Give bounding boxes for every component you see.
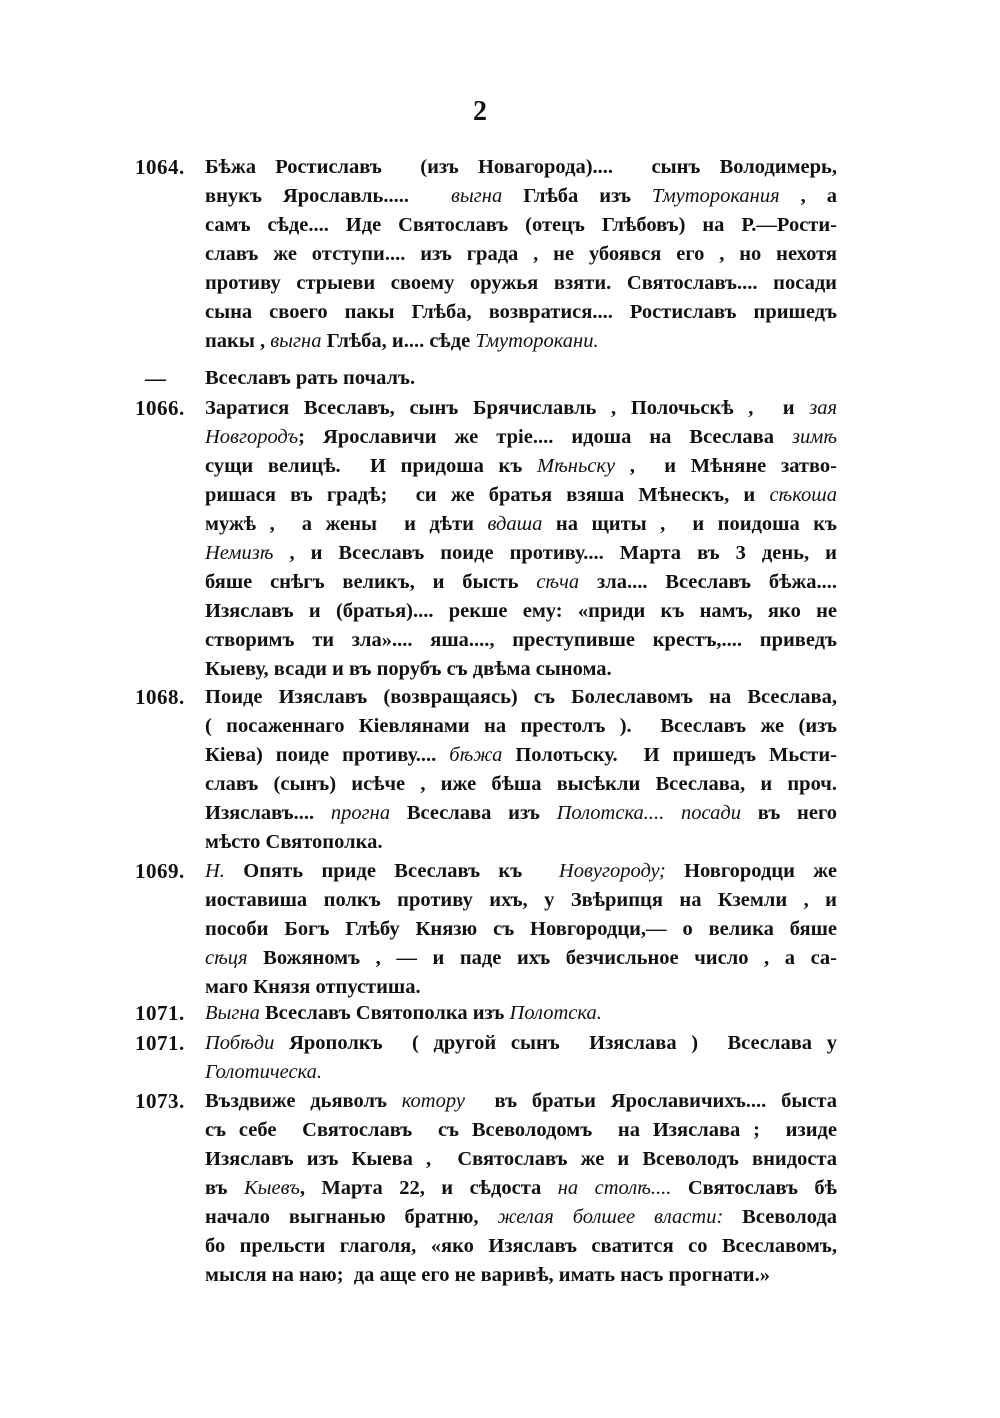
text-segment: пакы , — [205, 330, 271, 352]
text-line — [205, 944, 837, 973]
text-segment: Глѣба, и.... сѣде — [321, 330, 476, 352]
italic-text: желая болшее власти: — [497, 1206, 724, 1228]
text-segment: Изяславъ изъ Кыева , Святославъ же и Всеволодъ внидоста — [205, 1148, 837, 1170]
text-line — [205, 1145, 837, 1174]
entry-year: 1071. — [135, 1001, 185, 1025]
text-segment: Изяславъ и (братья).... рекше ему: «приди къ намъ, яко не — [205, 600, 837, 622]
text-segment: Кыеву, всади и въ порубъ съ двѣма сынома. — [205, 658, 612, 680]
italic-text: выгна — [451, 185, 503, 207]
text-segment: сущи велицѣ. И придоша къ — [205, 455, 538, 477]
italic-text: зая — [809, 397, 837, 419]
text-segment: сына своего пакы Глѣба, возвратися.... Ростиславъ пришедъ — [205, 301, 837, 323]
italic-text: Н. — [205, 860, 225, 882]
italic-text: Выгна — [205, 1002, 260, 1024]
text-line — [205, 741, 837, 770]
text-segment: Заратися Всеславъ, сынъ Брячиславль , Полочьскѣ , и — [205, 397, 810, 419]
text-segment: на щиты , и поидоша къ — [542, 513, 837, 535]
text-line — [205, 1087, 837, 1116]
text-segment: въ братьи Ярославичихъ.... быста — [464, 1090, 837, 1112]
text-line — [205, 510, 837, 539]
text-segment: мужѣ , а жены и дѣти — [205, 513, 488, 535]
text-segment: Полотьску. И пришедъ Мьсти- — [502, 744, 837, 766]
entry-text — [205, 1087, 837, 1290]
text-segment: Вожяномъ , — и паде ихъ безчисльное число , а са- — [247, 947, 837, 969]
text-line — [205, 886, 837, 915]
entry-year: 1064. — [135, 155, 185, 179]
text-segment: ришася въ градѣ; си же братья взяша Мѣнескъ, и — [205, 484, 770, 506]
text-segment: Бѣжа Ростиславъ (изъ Новагорода).... сынъ Володимерь, — [205, 156, 837, 178]
text-segment: , а — [779, 185, 838, 207]
entry-year: 1071. — [135, 1031, 185, 1055]
text-segment: зла.... Всеславъ бѣжа.... — [579, 571, 838, 593]
text-segment: внукъ Ярославль..... — [205, 185, 451, 207]
text-segment: славъ же отступи.... изъ града , не убоявся его , но нехотя — [205, 243, 837, 265]
italic-text: Мѣньску — [537, 455, 616, 477]
text-segment: начало выгнанью братню, — [205, 1206, 498, 1228]
text-segment: въ него — [741, 802, 837, 824]
text-segment: , и Всеславъ поиде противу.... Марта въ 3 день, и — [273, 542, 837, 564]
text-line — [205, 915, 837, 944]
italic-text: Побѣди — [205, 1032, 275, 1054]
text-line — [205, 973, 837, 1002]
italic-text: вдаша — [487, 513, 543, 535]
italic-text: Новугороду; — [558, 860, 666, 882]
text-segment: ; Ярославичи же тріе.... идоша на Всеслава — [298, 426, 792, 448]
text-segment: мысля на наю; да аще его не варивѣ, имать насъ прогнати.» — [205, 1264, 770, 1286]
text-segment: ( посаженнаго Кіевлянами на престолъ ). Всеславъ же (изъ — [205, 715, 837, 737]
text-segment: Въздвиже дьяволъ — [205, 1090, 402, 1112]
entry-year: 1073. — [135, 1089, 185, 1113]
text-segment: бяше снѣгъ великъ, и бысть — [205, 571, 537, 593]
text-segment: Кіева) поиде противу.... — [205, 744, 450, 766]
italic-text: Тмуторокани. — [475, 330, 599, 352]
chronicle-entry — [135, 153, 837, 356]
italic-text: Немизѣ — [205, 542, 274, 564]
text-segment: Святославъ бѣ — [671, 1177, 837, 1199]
italic-text: Голотическа. — [205, 1061, 322, 1083]
text-segment: Изяславъ.... — [205, 802, 331, 824]
text-segment: съ себе Святославъ съ Всеволодомъ на Изяслава ; изиде — [205, 1119, 837, 1141]
text-segment: Новгородци же — [665, 860, 837, 882]
entry-text — [205, 857, 837, 1002]
text-line — [205, 1232, 837, 1261]
text-line — [205, 857, 837, 886]
text-segment: маго Князя отпустиша. — [205, 976, 421, 998]
text-line — [205, 269, 837, 298]
text-segment: Поиде Изяславъ (возвращаясь) съ Болеславомъ на Всеслава, — [205, 686, 837, 708]
entry-text — [205, 1029, 837, 1087]
text-line — [205, 828, 837, 857]
italic-text: Новгородъ — [205, 426, 299, 448]
text-segment: Всеслава изъ — [390, 802, 557, 824]
text-segment: , Марта 22, и сѣдоста — [299, 1177, 558, 1199]
text-line — [205, 327, 837, 356]
text-line — [205, 1116, 837, 1145]
italic-text: сѣця — [205, 947, 248, 969]
text-segment: , и Мѣняне затво- — [615, 455, 838, 477]
text-segment: иоставиша полкъ противу ихъ, у Звѣрипця на Кземли , и — [205, 889, 837, 911]
text-line — [205, 626, 837, 655]
text-line — [205, 1203, 837, 1232]
text-segment: противу стрыеви своему оружья взяти. Святославъ.... посади — [205, 272, 837, 294]
page-number: 2 — [473, 96, 487, 127]
italic-text: посади — [681, 802, 741, 824]
entry-text — [205, 683, 837, 857]
text-line — [205, 211, 837, 240]
chronicle-entry — [135, 364, 837, 393]
italic-text: выгна — [270, 330, 322, 352]
entry-text — [205, 999, 837, 1028]
text-line — [205, 712, 837, 741]
text-line — [205, 1058, 837, 1087]
italic-text: зимѣ — [791, 426, 837, 448]
italic-text: бѣжа — [449, 744, 503, 766]
text-line — [205, 298, 837, 327]
text-segment: славъ (сынъ) исѣче , иже бѣша высѣкли Всеслава, и проч. — [205, 773, 837, 795]
text-segment: Всеславъ рать почалъ. — [205, 367, 416, 389]
text-line — [205, 799, 837, 828]
text-segment — [664, 802, 681, 824]
chronicle-entry — [135, 1087, 837, 1290]
text-line — [205, 597, 837, 626]
text-line — [205, 683, 837, 712]
italic-text: Кыевъ — [243, 1177, 300, 1199]
chronicle-entry — [135, 857, 837, 1002]
text-line — [205, 394, 837, 423]
entry-text — [205, 394, 837, 684]
text-line — [205, 655, 837, 684]
text-segment: Глѣба изъ — [502, 185, 652, 207]
text-line — [205, 568, 837, 597]
text-line — [205, 1029, 837, 1058]
italic-text: Полотска.... — [556, 802, 665, 824]
entry-year: 1066. — [135, 396, 185, 420]
italic-text: сѣча — [536, 571, 580, 593]
entry-year: 1069. — [135, 859, 185, 883]
entry-text — [205, 364, 837, 393]
text-line — [205, 481, 837, 510]
chronicle-entry — [135, 683, 837, 857]
text-segment: створимъ ти зла».... яша...., преступивше крестъ,.... приведъ — [205, 629, 837, 651]
text-line — [205, 539, 837, 568]
text-line — [205, 182, 837, 211]
italic-text: прогна — [330, 802, 391, 824]
italic-text: сѣкоша — [769, 484, 837, 506]
text-segment: Опять приде Всеславъ къ — [224, 860, 559, 882]
chronicle-entry — [135, 1029, 837, 1087]
entry-year: — — [145, 366, 167, 390]
italic-text: Полотска. — [509, 1002, 602, 1024]
text-line — [205, 240, 837, 269]
entry-year: 1068. — [135, 685, 185, 709]
text-segment: въ — [205, 1177, 244, 1199]
text-line — [205, 999, 837, 1028]
text-segment: Всеславъ Святополка изъ — [259, 1002, 510, 1024]
text-segment: мѣсто Святополка. — [205, 831, 383, 853]
text-segment: бо прельсти глаголя, «яко Изяславъ сватится со Всеславомъ, — [205, 1235, 837, 1257]
text-line — [205, 364, 837, 393]
text-segment: Ярополкъ ( другой сынъ Изяслава ) Всеслава у — [274, 1032, 837, 1054]
italic-text: котору — [401, 1090, 465, 1112]
text-line — [205, 1174, 837, 1203]
chronicle-entry — [135, 394, 837, 684]
chronicle-entry — [135, 999, 837, 1028]
italic-text: Тмуторокания — [651, 185, 780, 207]
text-line — [205, 452, 837, 481]
text-segment: Всеволода — [723, 1206, 837, 1228]
text-line — [205, 153, 837, 182]
text-line — [205, 770, 837, 799]
italic-text: на столѣ.... — [557, 1177, 672, 1199]
text-segment: пособи Богъ Глѣбу Князю съ Новгородци,— о велика бяше — [205, 918, 837, 940]
entry-text — [205, 153, 837, 356]
text-segment: самъ сѣде.... Иде Святославъ (отецъ Глѣбовъ) на Р.—Рости- — [205, 214, 837, 236]
text-line — [205, 423, 837, 452]
text-line — [205, 1261, 837, 1290]
